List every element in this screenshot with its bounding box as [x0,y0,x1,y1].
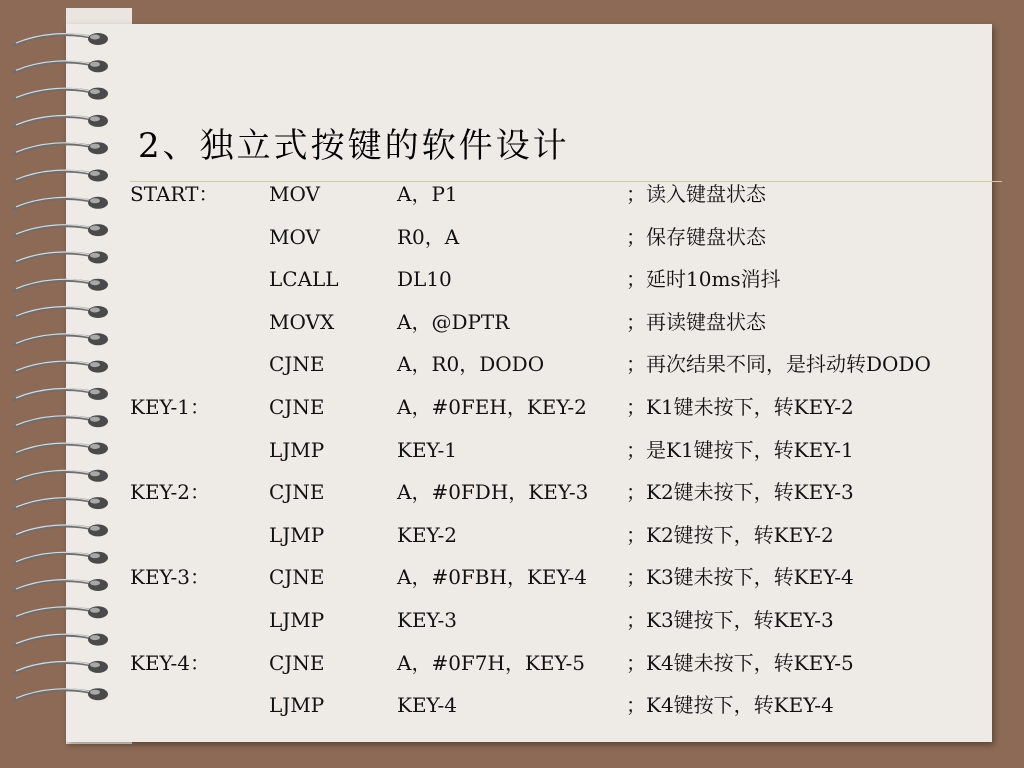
spiral-ring-icon [14,306,108,318]
code-line [130,258,1010,301]
code-opcode: LJMP [269,522,325,547]
code-line [130,429,1010,472]
spiral-ring-icon [14,361,108,373]
code-comment: ；K2键未按下，转KEY-3 [626,480,854,505]
code-comment: ；读入键盘状态 [626,182,766,206]
code-opcode: LJMP [269,437,325,462]
code-operands: KEY-3 [397,607,458,632]
code-operands: A，R0，DODO [397,352,545,377]
code-comment: ；K2键按下，转KEY-2 [626,522,834,547]
code-comment: ；是K1键按下，转KEY-1 [626,437,854,462]
code-label: KEY-2： [130,480,211,505]
code-label: KEY-4： [130,650,211,675]
code-opcode: MOV [269,224,320,249]
code-line [130,471,1010,514]
code-opcode: CJNE [269,650,325,675]
spiral-ring-icon [14,251,108,263]
code-operands: R0，A [397,224,460,249]
code-line [130,386,1010,429]
spiral-ring-icon [14,197,108,209]
spiral-ring-icon [14,688,108,700]
code-opcode: CJNE [269,565,325,590]
code-line [130,173,1010,216]
spiral-ring-icon [14,388,108,400]
code-opcode: MOVX [269,309,335,334]
code-operands: KEY-4 [397,693,458,718]
code-comment: ；再读键盘状态 [626,309,766,334]
code-line [130,301,1010,344]
code-comment: ；延时10ms消抖 [626,267,781,292]
code-operands: KEY-2 [397,522,458,547]
spiral-ring-icon [14,88,108,100]
spiral-ring-icon [14,634,108,646]
assembly-code-listing [130,173,1010,727]
code-opcode: CJNE [269,480,325,505]
spiral-ring-icon [14,552,108,564]
code-label: KEY-3： [130,565,211,590]
code-operands: A，#0FBH，KEY-4 [397,565,587,590]
code-operands: A，P1 [397,182,458,206]
spiral-ring-icon [14,142,108,154]
code-comment: ；K4键未按下，转KEY-5 [626,650,854,675]
code-line [130,556,1010,599]
spiral-ring-icon [14,333,108,345]
code-comment: ；保存键盘状态 [626,224,766,249]
spiral-ring-icon [14,279,108,291]
code-comment: ；再次结果不同，是抖动转DODO [626,352,931,377]
code-operands: DL10 [397,267,452,292]
code-operands: KEY-1 [397,437,458,462]
code-line [130,343,1010,386]
code-operands: A，#0FEH，KEY-2 [397,394,587,419]
spiral-ring-icon [14,497,108,509]
spiral-ring-icon [14,415,108,427]
code-label: START： [130,182,219,206]
code-operands: A，#0F7H，KEY-5 [397,650,585,675]
code-operands: A，#0FDH，KEY-3 [397,480,589,505]
spiral-ring-icon [14,33,108,45]
code-line [130,642,1010,685]
code-comment: ；K3键未按下，转KEY-4 [626,565,854,590]
code-line [130,514,1010,557]
code-opcode: CJNE [269,352,325,377]
code-label: KEY-1： [130,394,211,419]
spiral-ring-icon [14,443,108,455]
code-line [130,684,1010,727]
spiral-ring-icon [14,224,108,236]
spiral-ring-icon [14,579,108,591]
spiral-ring-icon [14,170,108,182]
spiral-ring-icon [14,606,108,618]
code-opcode: LJMP [269,607,325,632]
code-comment: ；K4键按下，转KEY-4 [626,693,834,718]
spiral-binding-icon [10,28,118,734]
code-opcode: MOV [269,182,320,206]
code-opcode: CJNE [269,394,325,419]
spiral-ring-icon [14,115,108,127]
code-comment: ；K1键未按下，转KEY-2 [626,394,854,419]
code-line [130,216,1010,259]
spiral-ring-icon [14,470,108,482]
code-opcode: LJMP [269,693,325,718]
page-title: 2、独立式按键的软件设计 [138,126,570,166]
spiral-ring-icon [14,524,108,536]
code-comment: ；K3键按下，转KEY-3 [626,607,834,632]
spiral-ring-icon [14,60,108,72]
code-line [130,599,1010,642]
spiral-ring-icon [14,661,108,673]
code-operands: A，@DPTR [397,309,510,334]
code-opcode: LCALL [269,267,339,292]
